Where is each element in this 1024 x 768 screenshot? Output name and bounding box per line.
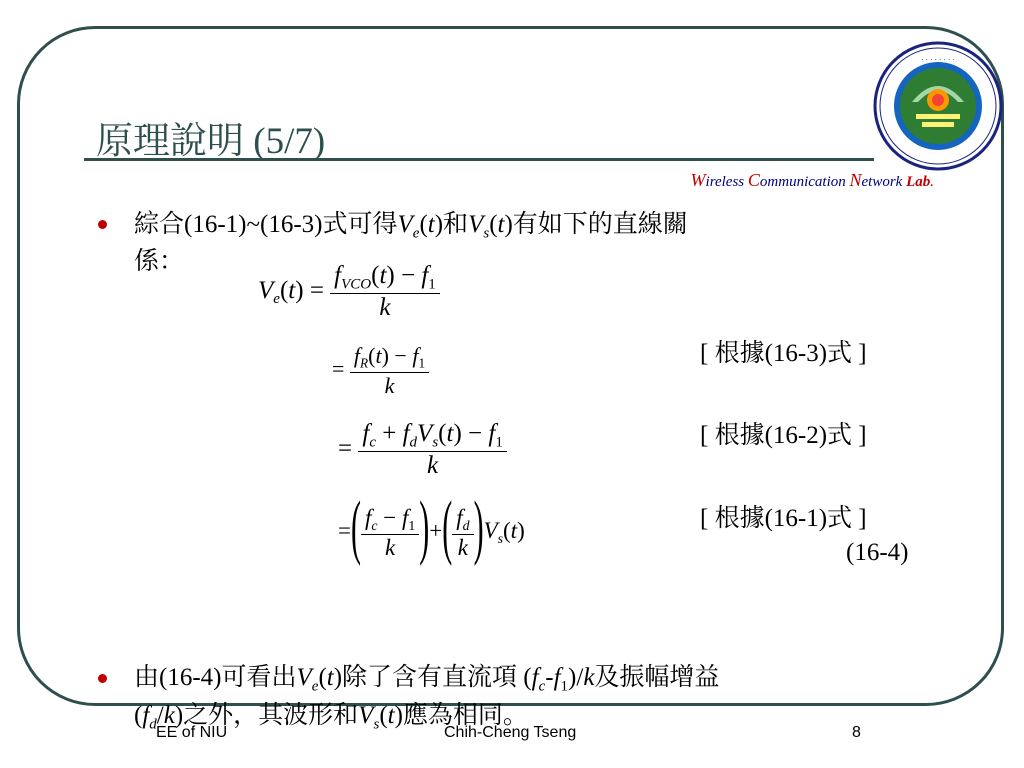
lab-logo-text: Wireless Communication Network Lab.	[690, 170, 934, 190]
university-seal-logo	[872, 40, 1004, 172]
page-number: 8	[852, 724, 861, 741]
bullet1-line1: 綜合(16-1)~(16-3)式可得$V_e(t)$和$V_s(t)$有如下的直線關	[134, 211, 688, 242]
bullet2-line1: 由(16-4)可看出$V_e(t)$除了含有直流項 $(f_c-f_1)/k$及振幅增益	[134, 664, 720, 695]
reference-16-2: [ 根據(16-2)式 ]	[700, 422, 867, 449]
svg-text:· · · · · · · ·: · · · · · · · ·	[921, 56, 955, 64]
reference-16-1: [ 根據(16-1)式 ]	[700, 505, 867, 532]
equation-line-4: =( $\frac{f_c - f_1}{k}$ )+( $\frac{f_d}{k}$ )$V_s(t)$	[338, 488, 525, 568]
equation-line-3: = $\frac{f_c + f_dV_s(t) - f_1}{k}$	[338, 420, 507, 480]
footer-left: EE of NIU	[156, 724, 228, 741]
bullet-dot	[98, 220, 107, 229]
reference-16-3: [ 根據(16-3)式 ]	[700, 340, 867, 367]
bullet1-line2: 係：	[134, 248, 185, 275]
title-underline	[84, 158, 874, 161]
equation-line-2: = $\frac{f_R(t) - f_1}{k}$	[332, 343, 429, 399]
equation-number: (16-4)	[846, 539, 909, 566]
footer-center: Chih-Cheng Tseng	[444, 724, 577, 741]
equation-line-1: $V_e(t)$ = $\frac{f_{VCO}(t) - f_1}{k}$	[258, 262, 440, 322]
bullet-dot	[98, 674, 107, 683]
slide-title: 原理說明 (5/7)	[96, 121, 326, 162]
bullet2-line2: $(f_d/k)$之外，其波形和$V_s(t)$應為相同。	[134, 702, 528, 733]
